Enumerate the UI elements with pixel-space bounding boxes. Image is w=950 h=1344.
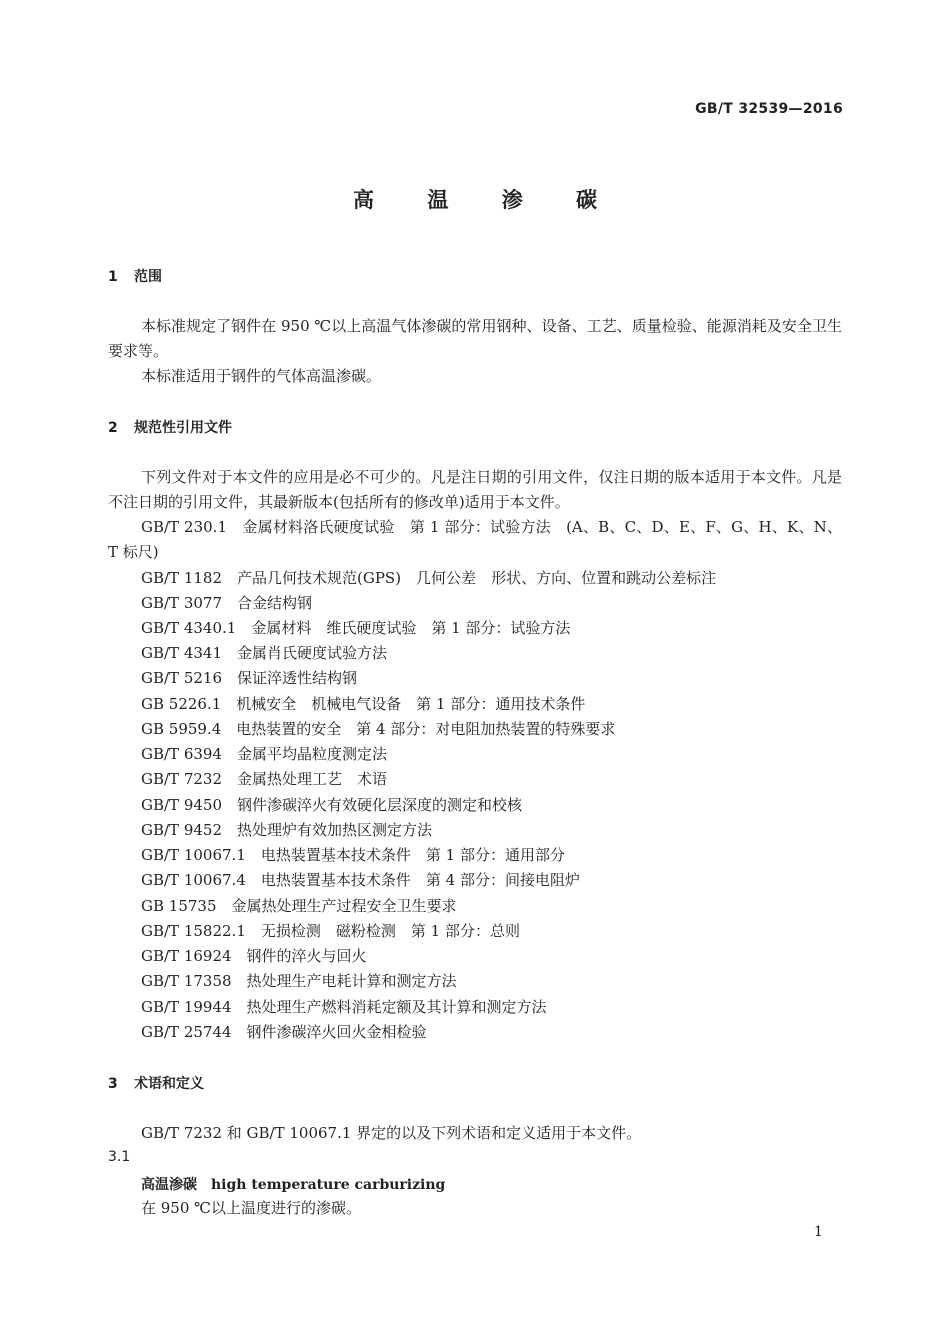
term-number: 3.1 — [108, 1149, 131, 1165]
section-title: 术语和定义 — [134, 1076, 204, 1092]
reference-item: GB/T 1182 产品几何技术规范(GPS) 几何公差 形状、方向、位置和跳动公差标注 — [141, 569, 717, 587]
term-name: 高温渗碳 high temperature carburizing — [141, 1177, 446, 1193]
reference-item: GB/T 230.1 金属材料洛氏硬度试验 第 1 部分：试验方法 (A、B、C、D、E、F、G、H、K、N、T 标尺) — [108, 518, 842, 561]
reference-item: GB/T 4341 金属肖氏硬度试验方法 — [141, 644, 388, 662]
section-title: 规范性引用文件 — [134, 420, 232, 436]
section-number: 2 — [108, 420, 118, 436]
section-3-heading — [108, 1073, 204, 1093]
scope-paragraph-1: 本标准规定了钢件在 950 ℃以上高温气体渗碳的常用钢种、设备、工艺、质量检验、能源消耗及安全卫生要求等。 — [108, 317, 842, 360]
reference-item: GB 15735 金属热处理生产过程安全卫生要求 — [141, 897, 457, 915]
reference-item: GB/T 10067.4 电热装置基本技术条件 第 4 部分：间接电阻炉 — [141, 871, 580, 889]
document-title: 高 温 渗 碳 — [353, 188, 620, 212]
reference-item: GB/T 25744 钢件渗碳淬火回火金相检验 — [141, 1023, 427, 1041]
reference-item: GB/T 9452 热处理炉有效加热区测定方法 — [141, 821, 433, 839]
reference-item: GB/T 3077 合金结构钢 — [141, 594, 313, 612]
reference-item: GB 5959.4 电热装置的安全 第 4 部分：对电阻加热装置的特殊要求 — [141, 720, 616, 738]
reference-item: GB/T 5216 保证淬透性结构钢 — [141, 669, 358, 687]
term-definition: 在 950 ℃以上温度进行的渗碳。 — [141, 1199, 361, 1217]
reference-item: GB/T 16924 钢件的淬火与回火 — [141, 947, 367, 965]
reference-item: GB/T 17358 热处理生产电耗计算和测定方法 — [141, 972, 457, 990]
reference-item: GB/T 10067.1 电热装置基本技术条件 第 1 部分：通用部分 — [141, 846, 565, 864]
section-title: 范围 — [134, 269, 162, 285]
section-number: 1 — [108, 269, 118, 285]
terms-intro: GB/T 7232 和 GB/T 10067.1 界定的以及下列术语和定义适用于本文件。 — [141, 1124, 642, 1142]
references-intro: 下列文件对于本文件的应用是必不可少的。凡是注日期的引用文件，仅注日期的版本适用于本文件。凡是不注日期的引用文件，其最新版本(包括所有的修改单)适用于本文件。 — [108, 468, 842, 511]
reference-item: GB 5226.1 机械安全 机械电气设备 第 1 部分：通用技术条件 — [141, 695, 586, 713]
reference-item: GB/T 7232 金属热处理工艺 术语 — [141, 770, 388, 788]
section-number: 3 — [108, 1076, 118, 1092]
reference-item: GB/T 15822.1 无损检测 磁粉检测 第 1 部分：总则 — [141, 922, 520, 940]
scope-paragraph-2: 本标准适用于钢件的气体高温渗碳。 — [141, 367, 382, 385]
section-1-heading — [108, 266, 162, 286]
reference-item: GB/T 19944 热处理生产燃料消耗定额及其计算和测定方法 — [141, 998, 547, 1016]
page-number: 1 — [814, 1224, 823, 1240]
reference-item: GB/T 9450 钢件渗碳淬火有效硬化层深度的测定和校核 — [141, 796, 523, 814]
section-2-heading — [108, 417, 232, 437]
standard-code: GB/T 32539—2016 — [695, 101, 843, 117]
reference-item: GB/T 6394 金属平均晶粒度测定法 — [141, 745, 388, 763]
reference-item: GB/T 4340.1 金属材料 维氏硬度试验 第 1 部分：试验方法 — [141, 619, 571, 637]
